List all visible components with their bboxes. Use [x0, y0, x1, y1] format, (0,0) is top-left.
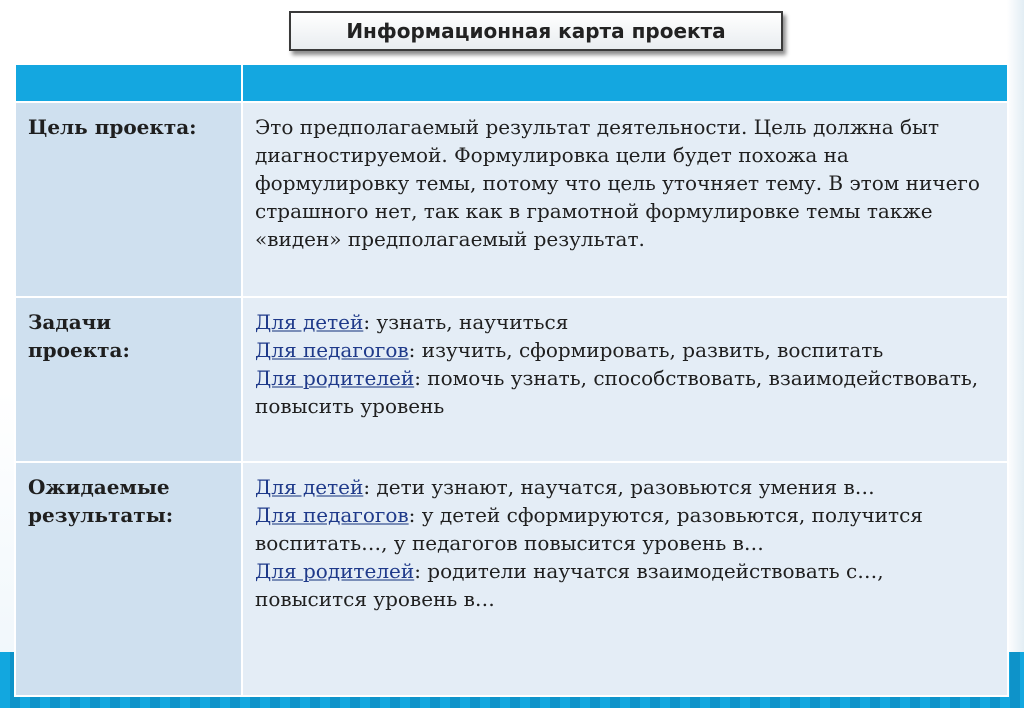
results-item-children — [255, 473, 997, 501]
results-item-parents — [255, 557, 997, 613]
tasks-item-teachers — [255, 336, 997, 364]
tasks-item-parents-text: : помочь узнать, способствовать, взаимодействовать, повысить уровень — [255, 366, 979, 418]
tasks-label-line1: Задачи — [28, 310, 112, 334]
tasks-link-parents[interactable]: Для родителей — [255, 366, 415, 390]
header-cell-right — [242, 64, 1008, 102]
results-link-children[interactable]: Для детей — [255, 475, 364, 499]
tasks-item-children — [255, 308, 997, 336]
tasks-item-children-text: : узнать, научиться — [363, 310, 569, 334]
goal-text: Это предполагаемый результат деятельности. Цель должна быт диагностируемой. Формулировка цели будет похожа на формулировку темы, потому что цель уточняет тему. В этом ничего страшного нет, так как в грамотной формулировке темы также «виден» предполагаемый результат. — [242, 102, 1008, 297]
results-label — [15, 462, 242, 696]
tasks-item-parents — [255, 364, 997, 420]
results-item-parents-text: : родители научатся взаимодействовать с…, повысится уровень в… — [255, 559, 884, 611]
table-row-results — [15, 462, 1008, 696]
table-header-row — [15, 64, 1008, 102]
table-row-goal — [15, 102, 1008, 297]
goal-label: Цель проекта: — [15, 102, 242, 297]
tasks-content — [242, 297, 1008, 462]
results-item-children-text: : дети узнают, научатся, разовьются умения в… — [363, 475, 875, 499]
tasks-label-line2: проекта: — [28, 338, 130, 362]
results-label-line2: результаты: — [28, 503, 174, 527]
results-link-teachers[interactable]: Для педагогов — [255, 503, 409, 527]
results-item-teachers — [255, 501, 997, 557]
results-content — [242, 462, 1008, 696]
title-box — [289, 11, 783, 51]
results-label-line1: Ожидаемые — [28, 475, 170, 499]
table-row-tasks — [15, 297, 1008, 462]
slide-right-frame — [1007, 0, 1024, 708]
tasks-label — [15, 297, 242, 462]
tasks-link-teachers[interactable]: Для педагогов — [255, 338, 409, 362]
info-card-table — [14, 63, 1009, 697]
header-cell-left — [15, 64, 242, 102]
results-item-teachers-text: : у детей сформируются, разовьются, получится воспитать…, у педагогов повысится уровень в… — [255, 503, 923, 555]
results-link-parents[interactable]: Для родителей — [255, 559, 415, 583]
tasks-link-children[interactable]: Для детей — [255, 310, 364, 334]
tasks-item-teachers-text: : изучить, сформировать, развить, воспитать — [408, 338, 884, 362]
page-title: Информационная карта проекта — [346, 19, 726, 43]
